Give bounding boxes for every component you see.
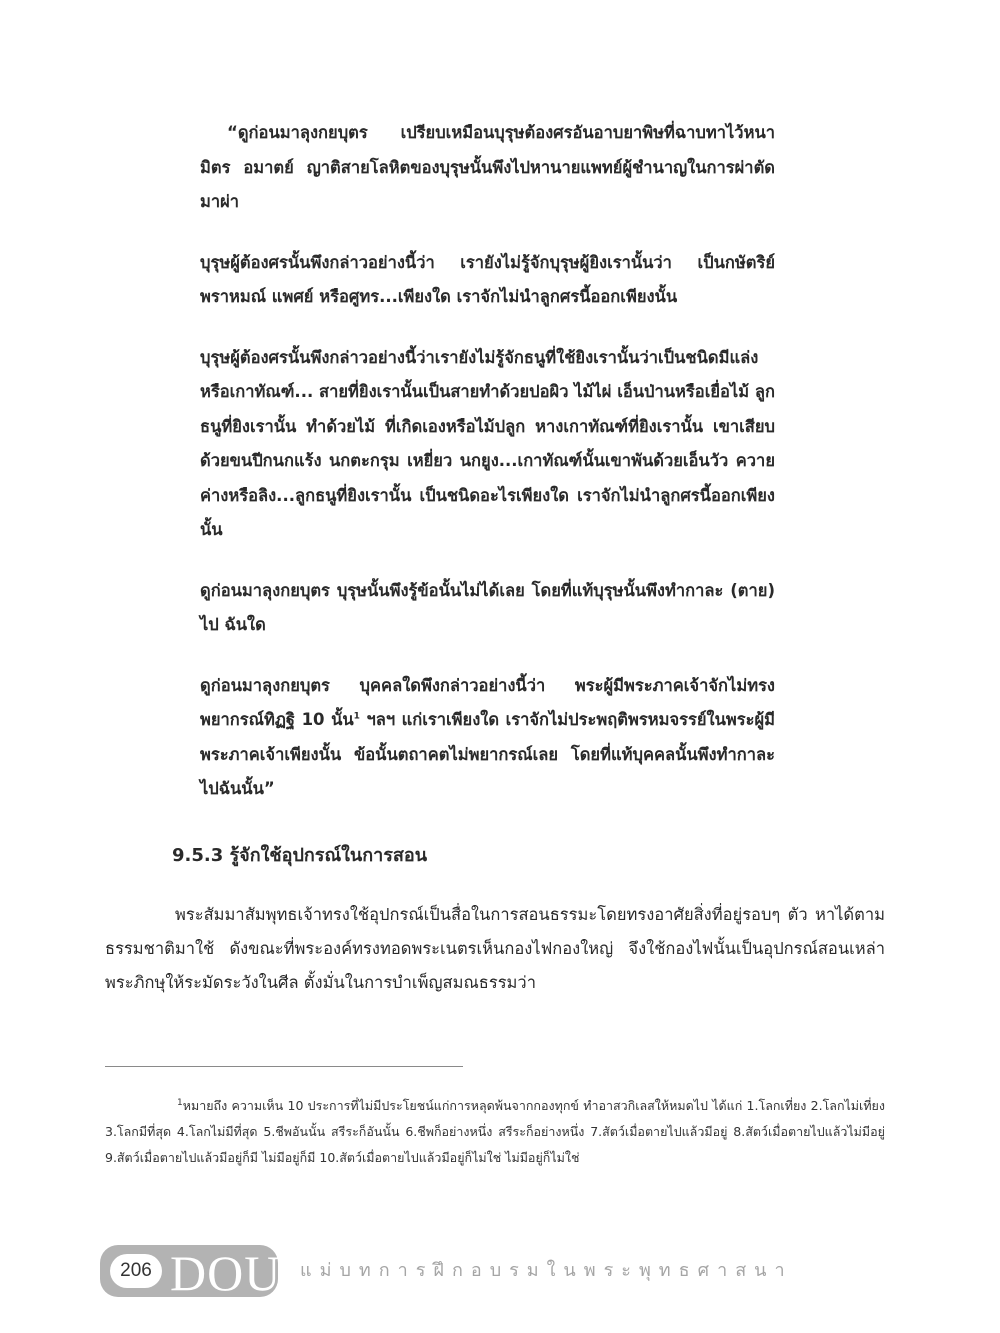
quote-paragraph: “ดูก่อนมาลุงกยบุตร เปรียบเหมือนบุรุษต้องศรอันอาบยาพิษที่ฉาบทาไว้หนา มิตร อมาตย์ ญาติสายโลหิตของบุรุษนั้นพึงไปหานายแพทย์ผู้ชำนาญในการผ่าตัดมาผ่า <box>200 123 775 211</box>
quote-paragraph-last <box>200 669 775 807</box>
page-number: 206 <box>110 1254 162 1288</box>
quote-paragraph: ดูก่อนมาลุงกยบุตร บุรุษนั้นพึงรู้ข้อนั้นไม่ได้เลย โดยที่แท้บุรุษนั้นพึงทำกาละ (ตาย) ไป ฉันใด <box>200 580 775 634</box>
page-footer <box>100 1243 880 1303</box>
body-paragraph: พระสัมมาสัมพุทธเจ้าทรงใช้อุปกรณ์เป็นสื่อในการสอนธรรมะโดยทรงอาศัยสิ่งที่อยู่รอบๆ ตัว หาได้ตามธรรมชาติมาใช้ ดังขณะที่พระองค์ทรงทอดพระเนตรเห็นกองไฟกองใหญ่ จึงใช้กองไฟนั้นเป็นอุปกรณ์สอนเหล่าพระภิกษุให้ระมัดระวังในศีล ตั้งมั่นในการบำเพ็ญสมณธรรมว่า <box>105 905 885 992</box>
footnote-divider <box>105 1066 463 1067</box>
footnote-text: หมายถึง ความเห็น 10 ประการที่ไม่มีประโยชน์แก่การหลุดพ้นจากกองทุกข์ ทำอาสวกิเลสให้หมดไป ได้แก่ 1.โลกเที่ยง 2.โลกไม่เที่ยง 3.โลกมีที่สุด 4.โลกไม่มีที่สุด 5.ชีพอันนั้น สรีระก็อันนั้น 6.ชีพก็อย่างหนึ่ง สรีระก็อย่างหนึ่ง 7.สัตว์เมื่อตายไปแล้วมีอยู่ 8.สัตว์เมื่อตายไปแล้วไม่มีอยู่ 9.สัตว์เมื่อตายไปแล้วมีอยู่ก็มี ไม่มีอยู่ก็มี 10.สัตว์เมื่อตายไปแล้วมีอยู่ก็ไม่ใช่ ไม่มีอยู่ก็ไม่ใช่ <box>105 1098 885 1165</box>
section-heading: 9.5.3 รู้จักใช้อุปกรณ์ในการสอน <box>172 845 428 866</box>
dou-logo: DOU <box>170 1245 282 1301</box>
quote-text: ดูก่อนมาลุงกยบุตร บุคคลใดพึงกล่าวอย่างนี้ว่า พระผู้มีพระภาคเจ้าจักไม่ทรงพยากรณ์ทิฏฐิ 10 นั้น <box>200 675 775 729</box>
footnote <box>105 1093 885 1171</box>
footnote-reference[interactable]: 1 <box>353 711 360 722</box>
book-title: แม่บทการฝึกอบรมในพระพุทธศาสนา <box>300 1260 793 1281</box>
footnote-marker: 1 <box>177 1097 183 1108</box>
quote-text: ฯลฯ แก่เราเพียงใด เราจักไม่ประพฤติพรหมจรรย์ในพระผู้มีพระภาคเจ้าเพียงนั้น ข้อนั้นตถาคตไม่พยากรณ์เลย โดยที่แท้บุคคลนั้นพึงทำกาละไปฉันนั้น” <box>200 710 775 798</box>
quote-paragraph: บุรุษผู้ต้องศรนั้นพึงกล่าวอย่างนี้ว่า เรายังไม่รู้จักบุรุษผู้ยิงเรานั้นว่า เป็นกษัตริย์ พราหมณ์ แพศย์ หรือศูทร...เพียงใด เราจักไม่นำลูกศรนี้ออกเพียงนั้น <box>200 252 775 306</box>
footer-badge <box>100 1245 282 1301</box>
quote-paragraph: บุรุษผู้ต้องศรนั้นพึงกล่าวอย่างนี้ว่าเรายังไม่รู้จักธนูที่ใช้ยิงเรานั้นว่าเป็นชนิดมีแล่งหรือเกาทัณฑ์... สายที่ยิงเรานั้นเป็นสายทำด้วยปอผิว ไม้ไผ่ เอ็นป่านหรือเยื่อไม้ ลูกธนูที่ยิงเรานั้น ทำด้วยไม้ ที่เกิดเองหรือไม้ปลูก หางเกาทัณฑ์ที่ยิงเรานั้น เขาเสียบด้วยขนปีกนกแร้ง นกตะกรุม เหยี่ยว นกยูง...เกาทัณฑ์นั้นเขาพันด้วยเอ็นวัว ควาย ค่างหรือลิง...ลูกธนูที่ยิงเรานั้น เป็นชนิดอะไรเพียงใด เราจักไม่นำลูกศรนี้ออกเพียงนั้น <box>200 347 775 539</box>
quote-block <box>200 116 775 833</box>
